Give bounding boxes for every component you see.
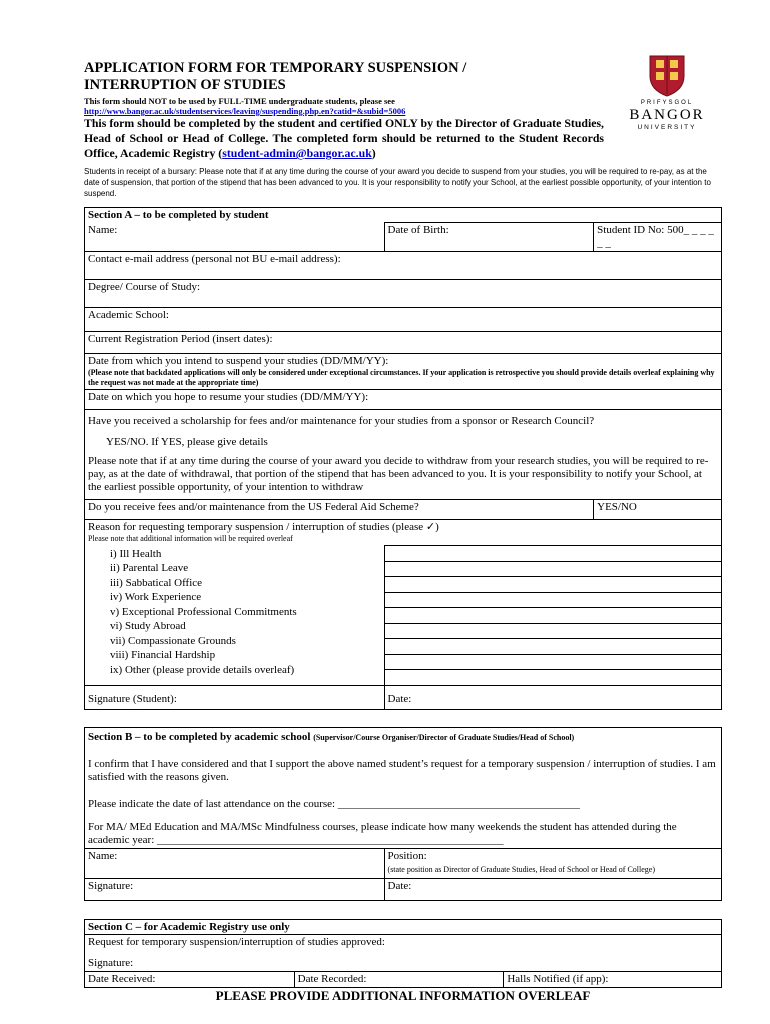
section-a-title: Section A – to be completed by student bbox=[85, 208, 722, 223]
fulltime-note: This form should NOT to be used by FULL-TIME undergraduate students, please see http://www.bangor.ac.uk/studentservices/leaving/suspending.php.en?catid=&subid=5006 bbox=[84, 96, 406, 116]
bangor-university-logo bbox=[612, 54, 722, 134]
reason-professional-commitments[interactable]: v) Exceptional Professional Commitments bbox=[110, 605, 297, 618]
date-recorded-field[interactable]: Date Recorded: bbox=[294, 972, 504, 988]
logo-top-text: PRIFYSGOL bbox=[640, 100, 694, 106]
tick-box[interactable] bbox=[385, 670, 721, 685]
section-b-title: Section B – to be completed by academic school bbox=[88, 731, 311, 743]
school-name-field[interactable]: Name: bbox=[85, 849, 385, 879]
weekends-attended-field[interactable]: For MA/ MEd Education and MA/MSc Mindfulness courses, please indicate how many weekends the student has attended during the academic year: _______________________________________________________________ bbox=[88, 821, 677, 846]
tick-box[interactable] bbox=[385, 608, 721, 624]
student-admin-email-link[interactable]: student-admin@bangor.ac.uk bbox=[222, 146, 372, 160]
tick-box[interactable] bbox=[385, 577, 721, 593]
school-date-field[interactable]: Date: bbox=[384, 879, 721, 901]
registry-approval-field[interactable]: Request for temporary suspension/interruption of studies approved: Signature: bbox=[85, 935, 722, 972]
us-aid-question: Do you receive fees and/or maintenance from the US Federal Aid Scheme? bbox=[85, 500, 594, 520]
reason-header: Reason for requesting temporary suspension / interruption of studies (please ✓) Please note that additional information will be required overleaf bbox=[85, 520, 722, 546]
reason-list bbox=[85, 546, 385, 686]
logo-name-text: BANGOR bbox=[629, 107, 705, 123]
degree-course-field[interactable]: Degree/ Course of Study: bbox=[85, 280, 722, 308]
halls-notified-field[interactable]: Halls Notified (if app): bbox=[504, 972, 722, 988]
confirm-statement: I confirm that I have considered and that I support the above named student’s request for a temporary suspension / interruption of studies. I am satisfied with the reasons given. bbox=[88, 758, 716, 783]
logo-sub-text: UNIVERSITY bbox=[637, 124, 697, 131]
reason-work-experience[interactable]: iv) Work Experience bbox=[110, 591, 202, 603]
tick-box[interactable] bbox=[385, 546, 721, 562]
reason-compassionate-grounds[interactable]: vii) Compassionate Grounds bbox=[110, 634, 236, 647]
bursary-note: Students in receipt of a bursary: Please note that if at any time during the course of your award you decide to suspend from your studies, you will be required to re-pay, as at the date of suspension, that portion of the stipend that has been advanced to you. It is your responsibility to notify your School, at the earliest possible opportunity, of your intention to suspend. bbox=[84, 167, 711, 198]
registration-period-field[interactable]: Current Registration Period (insert dates): bbox=[85, 332, 722, 354]
reason-financial-hardship[interactable]: viii) Financial Hardship bbox=[110, 649, 216, 661]
reason-study-abroad[interactable]: vi) Study Abroad bbox=[110, 620, 186, 632]
student-name-field[interactable]: Name: bbox=[85, 223, 385, 252]
tick-box[interactable] bbox=[385, 593, 721, 609]
page-title: APPLICATION FORM FOR TEMPORARY SUSPENSION / INTERRUPTION OF STUDIES bbox=[84, 60, 467, 93]
scholarship-field[interactable]: Have you received a scholarship for fees and/or maintenance for your studies from a sponsor or Research Council? YES/NO. If YES, please give details Please note that if at any time during the course of your award you decide to withdraw from your research studies, you will be required to re-pay, as at the date of withdrawal, that portion of the stipend that has been advanced to you. It is your responsibility to notify your School, at the earliest possible opportunity, of your intention to withdraw bbox=[85, 410, 722, 500]
reason-tick-column bbox=[384, 546, 721, 686]
position-field[interactable]: Position: (state position as Director of Graduate Studies, Head of School or Head of College) bbox=[384, 849, 721, 879]
student-signature-field[interactable]: Signature (Student): bbox=[85, 685, 385, 709]
student-date-field[interactable]: Date: bbox=[384, 685, 721, 709]
reason-ill-health[interactable]: i) Ill Health bbox=[110, 547, 162, 560]
tick-box[interactable] bbox=[385, 655, 721, 671]
tick-box[interactable] bbox=[385, 624, 721, 640]
reason-other[interactable]: ix) Other (please provide details overleaf) bbox=[110, 663, 295, 676]
backdated-note: (Please note that backdated applications will only be considered under exceptional circumstances. If your application is retrospective you should provide details overleaf explaining why the request was not made at the appropriate time) bbox=[88, 368, 715, 387]
reason-parental-leave[interactable]: ii) Parental Leave bbox=[110, 562, 189, 574]
section-c-title: Section C – for Academic Registry use only bbox=[85, 920, 722, 935]
us-aid-answer[interactable]: YES/NO bbox=[594, 500, 722, 520]
tick-box[interactable] bbox=[385, 639, 721, 655]
last-attendance-field[interactable]: Please indicate the date of last attendance on the course: ____________________________________________ bbox=[88, 798, 580, 810]
school-signature-field[interactable]: Signature: bbox=[85, 879, 385, 901]
tick-box[interactable] bbox=[385, 562, 721, 578]
intro-text: This form should be completed by the student and certified ONLY by the Director of Graduate Studies, Head of School or Head of College. The completed form should be returned to the Student Records Office, Academic Registry (student-admin@bangor.ac.uk) bbox=[84, 116, 604, 160]
footer-note: PLEASE PROVIDE ADDITIONAL INFORMATION OVERLEAF bbox=[215, 988, 591, 1003]
reason-sabbatical-office[interactable]: iii) Sabbatical Office bbox=[110, 576, 203, 589]
suspend-date-field[interactable]: Date from which you intend to suspend your studies (DD/MM/YY): (Please note that backdated applications will only be considered under exceptional circumstances. If your application is retrospective you should provide details overleaf explaining why the request was not made at the appropriate time) bbox=[85, 354, 722, 390]
student-id-field[interactable]: Student ID No: 500_ _ _ _ _ _ bbox=[594, 223, 722, 252]
date-received-field[interactable]: Date Received: bbox=[85, 972, 295, 988]
section-b-body: Section B – to be completed by academic school (Supervisor/Course Organiser/Director of Graduate Studies/Head of School) I confirm that I have considered and that I support the above named student’s request for a temporary suspension / interruption of studies. I am satisfied with the reasons given. Please indicate the date of last attendance on the course: ____________________________________________ For MA/ MEd Education and MA/MSc Mindfulness courses, please indicate how many weekends the student has attended during the academic year: _______________________________________________________________ bbox=[85, 728, 722, 849]
suspending-info-link[interactable]: http://www.bangor.ac.uk/studentservices/leaving/suspending.php.en?catid=&subid=5006 bbox=[84, 106, 406, 116]
contact-email-field[interactable]: Contact e-mail address (personal not BU e-mail address): bbox=[85, 252, 722, 280]
section-b-table bbox=[84, 727, 722, 901]
crest-icon bbox=[612, 54, 722, 134]
date-of-birth-field[interactable]: Date of Birth: bbox=[384, 223, 594, 252]
section-c-table bbox=[84, 919, 722, 988]
section-a-table bbox=[84, 207, 722, 710]
resume-date-field[interactable]: Date on which you hope to resume your studies (DD/MM/YY): bbox=[85, 390, 722, 410]
withdraw-note: Please note that if at any time during the course of your award you decide to withdraw from your research studies, you will be required to re-pay, as at the date of withdrawal, that portion of the stipend that has been advanced to you. It is your responsibility to notify your School, at the earliest possible opportunity, of your intention to withdraw bbox=[88, 455, 709, 493]
academic-school-field[interactable]: Academic School: bbox=[85, 308, 722, 332]
